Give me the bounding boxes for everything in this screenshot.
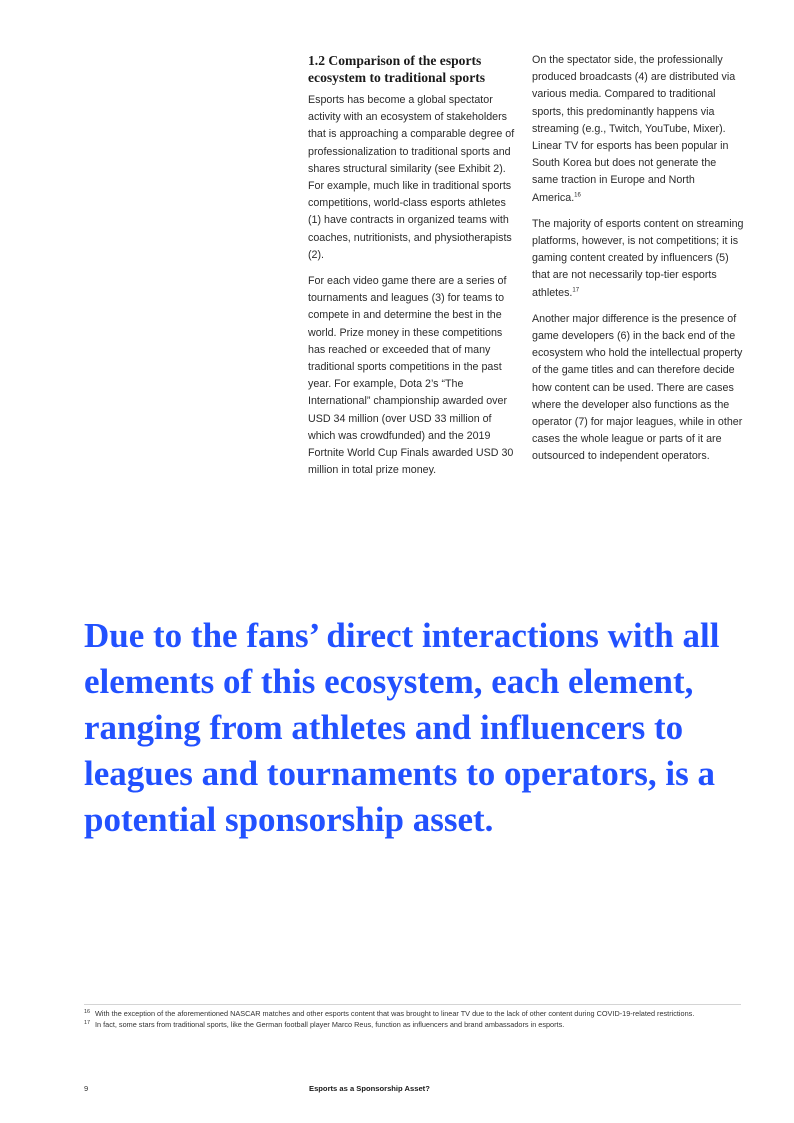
footnote-reference: 17 [572, 287, 580, 294]
footnote-reference: 16 [574, 192, 581, 199]
body-paragraph [532, 216, 744, 302]
pull-quote: Due to the fans’ direct interactions with all elements of this ecosystem, each element, ranging from athletes and influencers to leagues and tournaments to operators, is a potential sponsorship asset. [84, 616, 720, 839]
body-paragraph: Esports has become a global spectator activity with an ecosystem of stakeholders that is approaching a comparable degree of professionalization to traditional sports and shares structural similarity (see Exhibit 2). For example, much like in traditional sports competitions, world-class esports athletes (1) have contracts in organized teams with coaches, nutritionists, and physiotherapists (2). [308, 94, 515, 261]
page-number: 9 [84, 1084, 89, 1093]
footnote-number: 16 [84, 1009, 91, 1015]
footnote-number: 17 [84, 1020, 91, 1026]
paragraph-text: The majority of esports content on streaming platforms, however, is not competitions; it is gaming content created by influencers (5) that are not necessarily top-tier esports athletes. [532, 217, 744, 299]
footnote [84, 1020, 744, 1030]
footnote-text: With the exception of the aforementioned NASCAR matches and other esports content that was brought to linear TV due to the lack of other content during COVID-19-related restrictions. [95, 1009, 695, 1018]
footnote-text: In fact, some stars from traditional sports, like the German football player Marco Reus, function as influencers and brand ambassadors in esports. [95, 1020, 565, 1029]
running-title: Esports as a Sponsorship Asset? [309, 1084, 430, 1093]
footnote-divider [84, 1004, 741, 1005]
footnotes [84, 1009, 744, 1031]
body-paragraph [532, 52, 744, 207]
section-heading: 1.2 Comparison of the esports ecosystem to traditional sports [308, 53, 486, 85]
body-paragraph: For each video game there are a series of tournaments and leagues (3) for teams to compete in and determine the best in the world. Prize money in these competitions has reached or exceeded that of many traditional sports competitions in the past year. For example, Dota 2’s “The International” championship awarded over USD 34 million (over USD 33 million of which was crowdfunded) and the 2019 Fortnite World Cup Finals awarded USD 30 million in total prize money. [308, 275, 514, 477]
right-column [532, 52, 744, 475]
left-column [308, 52, 520, 488]
footnote [84, 1009, 744, 1019]
paragraph-text: Another major difference is the presence of game developers (6) in the back end of the ecosystem who hold the intellectual property of the game titles and can therefore decide how content can be used. There are cases where the developer also functions as the operator (7) for major leagues, while in other cases the whole league or parts of it are outsourced to independent operators. [532, 312, 743, 463]
body-paragraph [532, 311, 744, 466]
paragraph-text: On the spectator side, the professionally produced broadcasts (4) are distributed via various media. Compared to traditional sports, this predominantly happens via streaming (e.g., Twitch, YouTube, Mixer). Linear TV for esports has been popular in South Korea but does not generate the same traction in Europe and North America. [532, 54, 736, 204]
